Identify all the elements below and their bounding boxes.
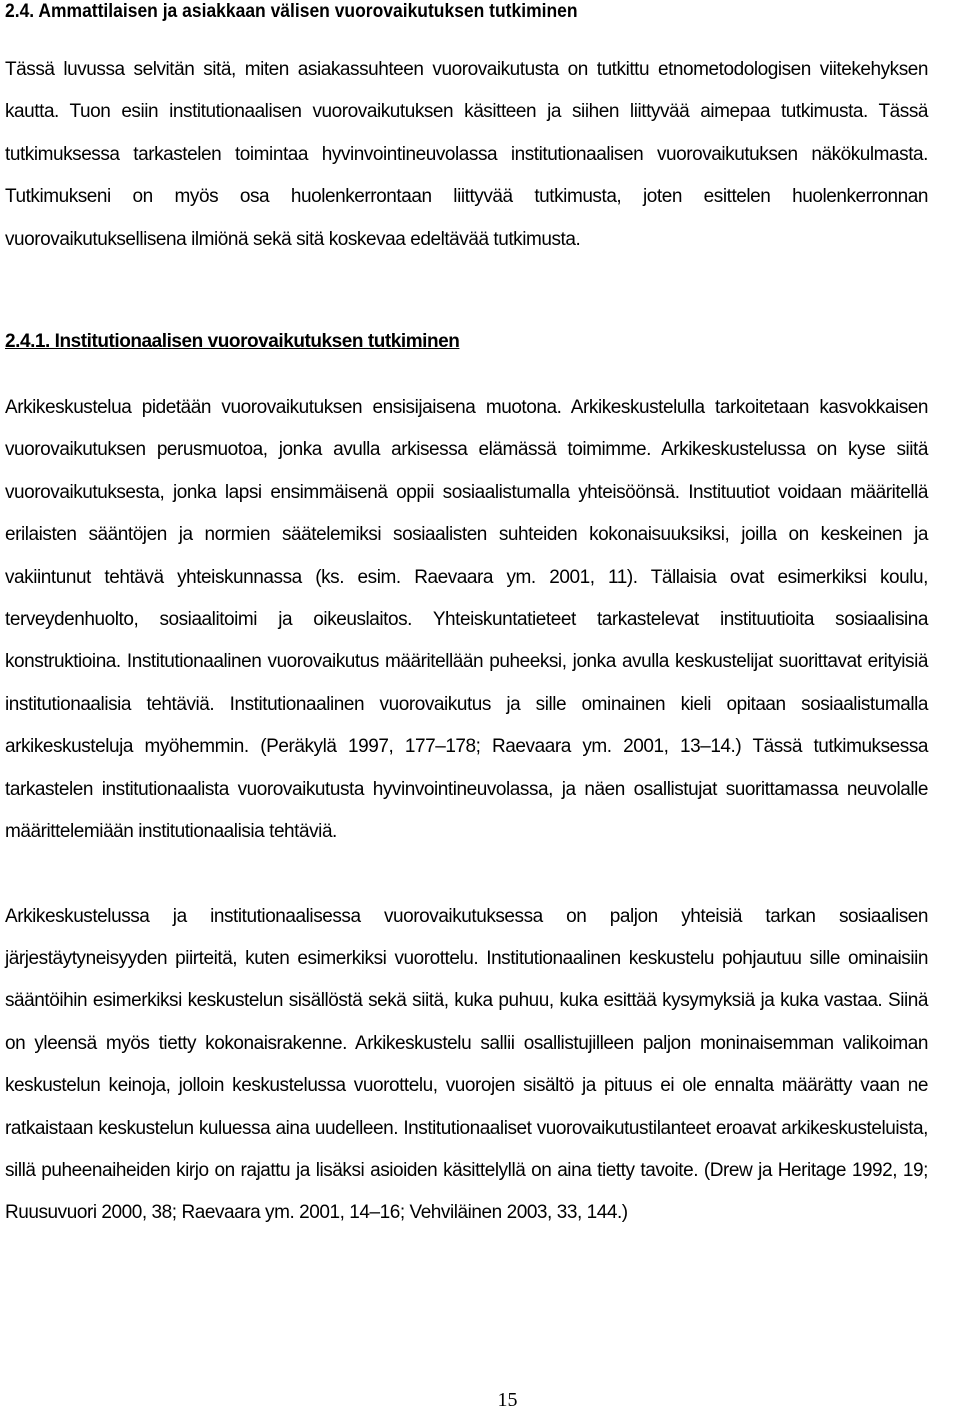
page-number: 15 [497, 1389, 518, 1411]
body-paragraph-2: Arkikeskustelussa ja institutionaalisessa vuorovaikutuksessa on paljon yhteisiä tarkan sosiaalisen järjestäytyneisyyden piirteitä, kuten esimerkiksi vuorottelu. Institutionaalinen keskustelu pohjautuu sille ominaisiin sääntöihin esimerkiksi keskustelun sisällöstä sekä siitä, kuka puhuu, kuka esittää kysymyksiä ja kuka vastaa. Siinä on yleensä myös tietty kokonaisrakenne. Arkikeskustelu sallii osallistujilleen paljon moninaisemman valikoiman keskustelun keinoja, jolloin keskustelussa vuorottelu, vuorojen sisältö ja pituus ei ole ennalta määrätty vaan ne ratkaistaan keskustelun kuluessa aina uudelleen. Institutionaaliset vuorovaikutustilanteet eroavat arkikeskusteluista, sillä puheenaiheiden kirjo on rajattu ja lisäksi asioiden käsittelyllä on aina tietty tavoite. (Drew ja Heritage 1992, 19; Ruusuvuori 2000, 38; Raevaara ym. 2001, 14–16; Vehviläinen 2003, 33, 144.) [5, 905, 928, 1224]
body-paragraph-1: Arkikeskustelua pidetään vuorovaikutuksen ensisijaisena muotona. Arkikeskustelulla tarkoitetaan kasvokkaisen vuorovaikutuksen perusmuotoa, jonka avulla arkisessa elämässä toimimme. Arkikeskustelussa on kyse siitä vuorovaikutuksesta, jonka lapsi ensimmäisenä oppii sosiaalistumalla yhteisöönsä. Instituutiot voidaan määritellä erilaisten sääntöjen ja normien säätelemiksi sosiaalisten suhteiden kokonaisuuksiksi, joilla on keskeinen ja vakiintunut tehtävä yhteiskunnassa (ks. esim. Raevaara ym. 2001, 11). Tällaisia ovat esimerkiksi koulu, terveydenhuolto, sosiaalitoimi ja oikeuslaitos. Yhteiskuntatieteet tarkastelevat instituutioita sosiaalisina konstruktioina. Institutionaalinen vuorovaikutus määritellään puheeksi, jonka avulla keskustelijat suorittavat erityisiä institutionaalisia tehtäviä. Institutionaalinen vuorovaikutus ja sille ominainen kieli opitaan sosiaalistumalla arkikeskusteluja myöhemmin. (Peräkylä 1997, 177–178; Raevaara ym. 2001, 13–14.) Tässä tutkimuksessa tarkastelen institutionaalista vuorovaikutusta hyvinvointineuvolassa, ja näen osallistujat suorittamassa neuvolalle määrittelemiään institutionaalisia tehtäviä. [5, 397, 928, 843]
subsection-heading: 2.4.1. Institutionaalisen vuorovaikutuksen tutkiminen [5, 331, 460, 353]
section-intro-paragraph: Tässä luvussa selvitän sitä, miten asiakassuhteen vuorovaikutusta on tutkittu etnometodologisen viitekehyksen kautta. Tuon esiin institutionaalisen vuorovaikutuksen käsitteen ja siihen liittyvää aimepaa tutkimusta. Tässä tutkimuksessa tarkastelen toimintaa hyvinvointineuvolassa institutionaalisen vuorovaikutuksen näkökulmasta. Tutkimukseni on myös osa huolenkerrontaan liittyvää tutkimusta, joten esittelen huolenkerronnan vuorovaikutuksellisena ilmiönä sekä sitä koskevaa edeltävää tutkimusta. [5, 59, 928, 250]
document-page [5, 0, 928, 1235]
section-heading: 2.4. Ammattilaisen ja asiakkaan välisen vuorovaikutuksen tutkiminen [5, 1, 578, 22]
